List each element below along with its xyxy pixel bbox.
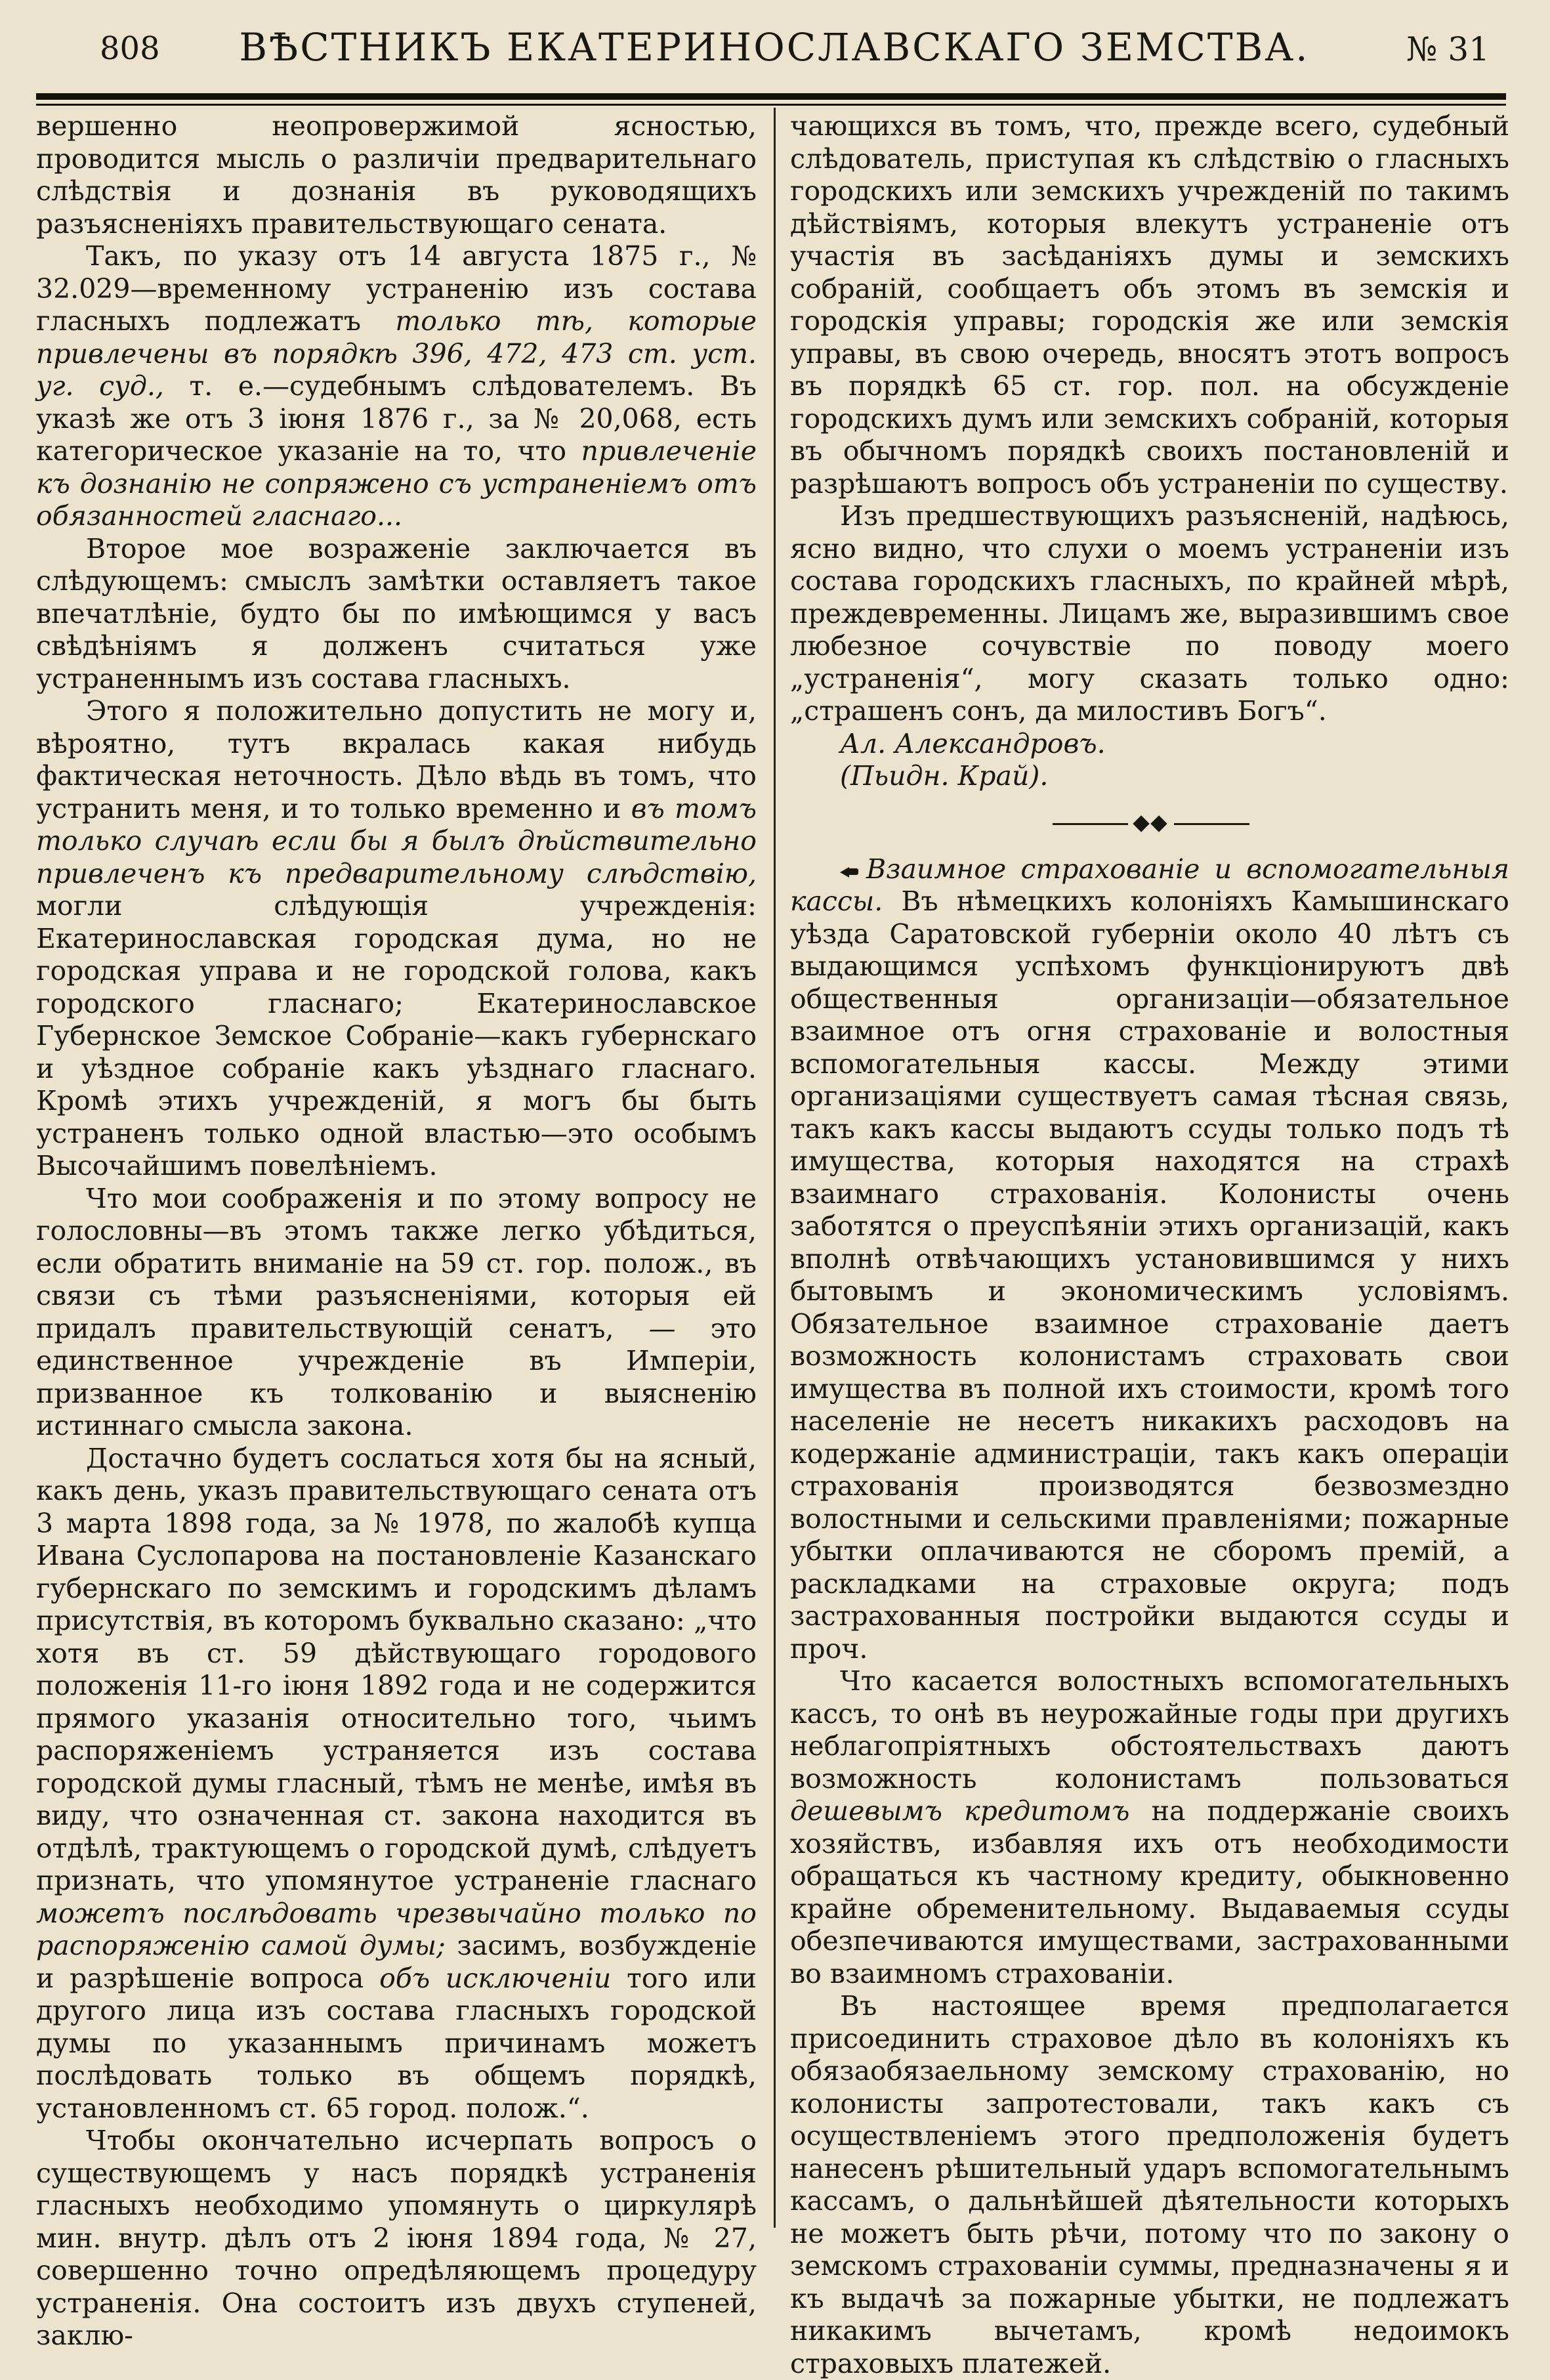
text-run: Въ нѣмецкихъ колоніяхъ Камышинскаго уѣзда Саратовской губерніи около 40 лѣтъ съ выдающимся успѣхомъ функціонируютъ двѣ общественныя организаціи—обязательное взаимное отъ огня страхованіе и волостныя вспомогательныя кассы. Между этими организаціями существуетъ самая тѣсная связь, такъ какъ кассы выдаютъ ссуды только подъ тѣ имущества, которыя находятся на страхѣ взаимнаго страхованія. Колонисты очень заботятся о преуспѣяніи этихъ организацій, какъ вполнѣ отвѣчающихъ установившимся у нихъ бытовымъ и экономическимъ условіямъ. Обязательное взаимное страхованіе даетъ возможность колонистамъ страховать свои имущества въ полной ихъ стоимости, кромѣ того населеніе не несетъ никакихъ расходовъ на кодержаніе администраціи, такъ какъ операціи страхованія производятся безвозмездно волостными и сельскими правленіями; пожарные убытки оплачиваются не сборомъ премій, а раскладками на страховые округа; подъ застрахованныя постройки выдаются ссуды и проч. [790, 885, 1509, 1665]
right-column [790, 110, 1509, 2379]
left-column [36, 110, 757, 2351]
issue-number: № 31 [1406, 30, 1490, 68]
article-paragraph-2 [790, 1665, 1509, 1990]
text-run: т. е.—судебнымъ слѣдователемъ. Въ указѣ же отъ 3 іюня 1876 г., за № 20,068, есть категорическое указаніе на то, что [36, 370, 757, 467]
article-paragraph-3: Въ настоящее время предполагается присоединить страховое дѣло въ колоніяхъ къ обязаобязаельному земскому страхованію, но колонисты запротестовали, такъ какъ съ осуществленіемъ этого предположенія будетъ нанесенъ рѣшительный ударъ вспомогательнымъ кассамъ, о дальнѣйшей дѣятельности которыхъ не можетъ быть рѣчи, потому что по закону о земскомъ страхованіи суммы, предназначены я и къ выдачѣ за пожарные убытки, не подлежатъ никакимъ вычетамъ, кромѣ недоимокъ страховыхъ платежей. [790, 1990, 1509, 2379]
header-rule-thin [36, 104, 1506, 106]
ornament-line-right [1174, 823, 1249, 825]
left-paragraph-2 [36, 240, 757, 533]
author-signature: Ал. Александровъ. [840, 727, 1106, 759]
left-paragraph-4 [36, 695, 757, 1183]
left-paragraph-5: Что мои соображенія и по этому вопросу не голословны—въ этомъ также легко убѣдиться, если обратить вниманіе на 59 ст. гор. полож., въ связи съ тѣми разъясненіями, которыя ей придалъ правительствующій сенатъ, — это единственное учрежденіе въ Имперіи, призванное къ толкованію и выясненію истиннаго смысла закона. [36, 1182, 757, 1441]
page-header [39, 25, 1509, 77]
ornament-diamond-icon [1133, 815, 1149, 832]
text-run: того или другого лица изъ состава гласныхъ городской думы по указаннымъ причинамъ можетъ послѣдовать только въ общемъ порядкѣ, установленномъ ст. 65 город. полож.“. [36, 1962, 757, 2124]
italic-run: можетъ послѣдовать чрезвычайно только по распоряженію самой думы; [36, 1897, 757, 1961]
text-run: Этого я положительно допустить не могу и, вѣроятно, тутъ вкралась какая нибудь фактическая неточность. Дѣло вѣдь въ томъ, что устранить меня, и то только временно и [36, 695, 757, 824]
italic-run: объ исключеніи [379, 1962, 612, 1994]
left-paragraph-7: Чтобы окончательно исчерпать вопросъ о существующемъ у насъ порядкѣ устраненія гласныхъ необходимо упомянуть о циркулярѣ мин. внутр. дѣлъ отъ 2 іюня 1894 года, № 27, совершенно точно опредѣляющемъ процедуру устраненія. Она состоитъ изъ двухъ ступеней, заклю- [36, 2125, 757, 2351]
article-paragraph-1 [790, 853, 1509, 1666]
page-number: 808 [100, 30, 160, 67]
right-paragraph-1: чающихся въ томъ, что, прежде всего, судебный слѣдователь, приступая къ слѣдствію о гласныхъ городскихъ или земскихъ учрежденій по такимъ дѣйствіямъ, которыя влекутъ устраненіе отъ участія въ засѣданіяхъ думы и земскихъ собраній, сообщаетъ объ этомъ въ земскія и городскія управы; городскія же или земскія управы, въ свою очередь, вносятъ этотъ вопросъ въ порядкѣ 65 ст. гор. пол. на обсужденіе городскихъ думъ или земскихъ собраній, которыя въ обычномъ порядкѣ своихъ постановленій и разрѣшаютъ вопросъ объ устраненіи по существу. [790, 110, 1509, 499]
right-paragraph-2: Изъ предшествующихъ разъясненій, надѣюсь, ясно видно, что слухи о моемъ устраненіи изъ состава городскихъ гласныхъ, по крайней мѣрѣ, преждевременны. Лицамъ же, выразившимъ свое любезное сочувствіе по поводу моего „устраненія“, могу сказать только одно: „страшенъ сонъ, да милостивъ Богъ“. [790, 500, 1509, 727]
italic-run: въ томъ только случаѣ если бы я былъ дѣйствительно привлеченъ къ предварительному слѣдствію, [36, 792, 757, 889]
left-paragraph-3: Второе мое возраженіе заключается въ слѣдующемъ: смыслъ замѣтки оставляетъ такое впечатлѣніе, будто бы по имѣющимся у васъ свѣдѣніямъ я долженъ считаться уже устраненнымъ изъ состава гласныхъ. [36, 532, 757, 694]
journal-title: ВѢСТНИКЪ ЕКАТЕРИНОСЛАВСКАГО ЗЕМСТВА. [239, 25, 1310, 70]
text-run: Достачно будетъ сослаться хотя бы на ясный, какъ день, указъ правительствующаго сената отъ 3 марта 1898 года, за № 1978, по жалобѣ купца Ивана Суслопарова на постановленіе Казанскаго губернскаго по земскимъ и городскимъ дѣламъ присутствія, въ которомъ буквально сказано: „что хотя въ ст. 59 дѣйствующаго городового положенія 11-го іюня 1892 года и не содержится прямого указанія относительно того, чьимъ распоряженіемъ устраняется изъ состава городской думы гласный, тѣмъ не менѣе, имѣя въ виду, что означенная ст. закона находится въ отдѣлѣ, трактующемъ о городской думѣ, слѣдуетъ признать, что упомянутое устраненіе гласнаго [36, 1442, 757, 1896]
ornament-diamond-icon [1150, 815, 1167, 832]
column-divider [774, 108, 776, 2228]
source-reference: (Пьидн. Край). [840, 760, 1049, 792]
text-run: могли слѣдующія учрежденія: Екатеринославская городская дума, но не городская управа и не городской голова, какъ городского гласнаго; Екатеринославское Губернское Земское Собраніе—какъ губернскаго и уѣздное собраніе какъ уѣзднаго гласнаго. Кромѣ этихъ учрежденій, я могъ бы быть устраненъ только одной властью—это особымъ Высочайшимъ повелѣніемъ. [36, 890, 757, 1181]
text-run: засимъ, возбужденіе и разрѣшеніе вопроса [36, 1930, 757, 1994]
ornament-line-left [1053, 823, 1128, 825]
text-run: на поддержаніе своихъ хозяйствъ, избавляя ихъ отъ необходимости обращаться къ частному кредиту, обыкновенно крайне обременительному. Выдаваемыя ссуды обезпечиваются имуществами, застрахованными во взаимномъ страхованіи. [790, 1795, 1509, 1989]
left-paragraph-1: вершенно неопровержимой ясностью, проводится мысль о различіи предварительнаго слѣдствія и дознанія въ руководящихъ разъясненіяхъ правительствующаго сената. [36, 110, 757, 240]
left-paragraph-6 [36, 1443, 757, 2125]
italic-run: дешевымъ кредитомъ [790, 1795, 1130, 1827]
italic-run: только тѣ, которые привлечены въ порядкѣ 396, 472, 473 ст. уст. уг. суд., [36, 305, 757, 402]
italic-run: привлеченіе къ дознанію не сопряжено съ устраненіемъ отъ обязанностей гласнаго... [36, 435, 757, 532]
text-run: Такъ, по указу отъ 14 августа 1875 г., № 32.029—временному устраненію изъ состава гласныхъ подлежатъ [36, 240, 757, 337]
pointing-hand-icon [840, 864, 860, 878]
article-title: Взаимное страхованіе и вспомогательныя кассы. [790, 853, 1509, 917]
section-ornament [790, 797, 1509, 849]
text-run: Что касается волостныхъ вспомогательныхъ кассъ, то онѣ въ неурожайные годы при другихъ неблагопріятныхъ обстоятельствахъ даютъ возможность колонистамъ пользоваться [790, 1665, 1509, 1795]
header-rule-thick [36, 93, 1506, 100]
